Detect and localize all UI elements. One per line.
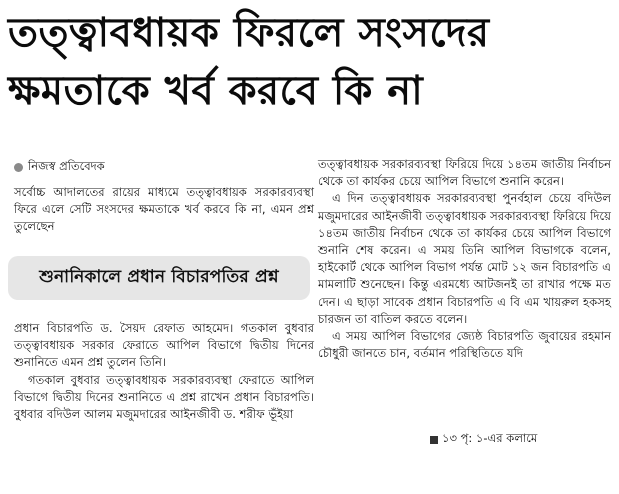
right-paragraph: এ দিন তত্ত্বাবধায়ক সরকারব্যবস্থা পুনর্বহাল চেয়ে বদিউল মজুমদারের আইনজীবী তত্ত্বাবধায়ক সরকারব্যবস্থা ফিরিয়ে দিয়ে ১৪তম জাতীয় নির্বাচন থেকে তা কার্যকর চেয়ে আপিল বিভাগে শুনানি শেষ করেন। এ সময় তিনি আপিল বিভাগকে বলেন, হাইকোর্ট থেকে আপিল বিভাগ পর্যন্ত মোট ১২ জন বিচারপতি এ মামলাটি শুনেছেন। কিন্তু এরমধ্যে আটজনই তা রাখার পক্ষে মত দেন। এ ছাড়া সাবেক প্রধান বিচারপতি এ বি এম খায়রুল হকসহ চারজন তা বাতিল করতে বলেন। (318, 191, 611, 326)
subheading-text: শুনানিকালে প্রধান বিচারপতির প্রশ্ন (39, 267, 279, 287)
intro-paragraph (14, 184, 314, 236)
continuation-text: ১৩ পৃ: ১-এর কলামে (442, 431, 538, 445)
left-paragraph: গতকাল বুধবার তত্ত্বাবধায়ক সরকারব্যবস্থা ফেরাতে আপিল বিভাগে দ্বিতীয় দিনের শুনানিতে এ প্রশ্ন রাখেন প্রধান বিচারপতি। বুধবার বদিউল আলম মজুমদারের আইনজীবী ড. শরীফ ভূঁইয়া (14, 372, 314, 422)
intro-text: সর্বোচ্চ আদালতের রায়ের মাধ্যমে তত্ত্বাবধায়ক সরকারব্যবস্থা ফিরে এলে সেটি সংসদের ক্ষমতাকে খর্ব করবে কি না, এমন প্রশ্ন তুলেছেন (14, 185, 314, 234)
headline (8, 4, 608, 120)
left-paragraph: প্রধান বিচারপতি ড. সৈয়দ রেফাত আহমেদ। গতকাল বুধবার তত্ত্বাবধায়ক সরকার ফেরাতে আপিল বিভাগে দ্বিতীয় দিনের শুনানিতে এমন প্রশ্ন তুলেন তিনি। (14, 321, 314, 370)
right-paragraph: এ সময় আপিল বিভাগের জ্যেষ্ঠ বিচারপতি জুবায়ের রহমান চৌধুরী জানতে চান, বর্তমান পরিস্থিতিতে যদি (318, 329, 611, 361)
square-bullet-icon (430, 436, 438, 444)
byline (14, 158, 105, 177)
left-column-body (14, 320, 314, 423)
right-column-body (318, 156, 611, 362)
subheading-box (8, 256, 310, 300)
bullet-icon (14, 163, 23, 172)
continuation-note (430, 430, 537, 449)
headline-line-2: ক্ষমতাকে খর্ব করবে কি না (8, 68, 424, 114)
byline-text: নিজস্ব প্রতিবেদক (28, 159, 105, 173)
right-paragraph: তত্ত্বাবধায়ক সরকারব্যবস্থা ফিরিয়ে দিয়ে ১৪তম জাতীয় নির্বাচন থেকে তা কার্যকর চেয়ে আপিল বিভাগে শুনানি করেন। (318, 157, 611, 189)
headline-line-1: তত্ত্বাবধায়ক ফিরলে সংসদের (8, 10, 490, 56)
